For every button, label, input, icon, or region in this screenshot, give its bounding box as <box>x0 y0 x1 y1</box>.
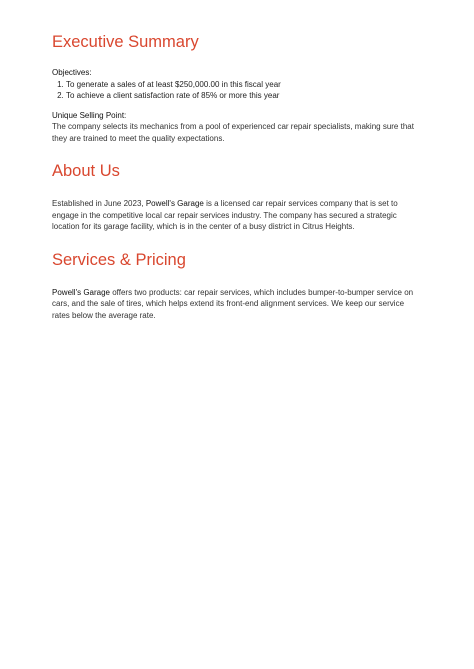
objectives-label: Objectives: <box>52 68 92 77</box>
usp-text: The company selects its mechanics from a pool of experienced car repair specialists, making sure that they are trained to meet the quality expectations. <box>52 122 414 143</box>
services-text-after: offers two products: car repair services, which includes bumper-to-bumper service on cars, and the sale of tires, which helps extend its front-end alignment services. We keep our service rates below the average rate. <box>52 287 414 320</box>
executive-summary-heading: Executive Summary <box>52 33 199 51</box>
about-us-heading: About Us <box>52 162 120 180</box>
services-pricing-section <box>52 249 422 322</box>
usp-label: Unique Selling Point: <box>52 110 127 120</box>
executive-summary-section <box>52 31 422 144</box>
about-us-section <box>52 160 422 233</box>
objectives-list <box>52 79 422 102</box>
services-company-name: Powell's Garage <box>52 287 110 297</box>
services-pricing-paragraph <box>52 287 422 322</box>
about-us-company-name: Powell's Garage <box>145 199 204 208</box>
about-us-text-after: is a licensed car repair services company that is set to engage in the competitive local car repair services industry. The company has secured a strategic location for its garage facility, which is in the center of a busy district in Citrus Heights. <box>52 199 398 231</box>
about-us-text-before: Established in June 2023, <box>52 199 146 208</box>
services-pricing-heading: Services & Pricing <box>52 250 186 269</box>
about-us-paragraph <box>52 198 422 233</box>
objective-item: 2. To achieve a client satisfaction rate of 85% or more this year <box>66 90 422 102</box>
objective-item: 1. To generate a sales of at least $250,000.00 in this fiscal year <box>66 79 422 91</box>
